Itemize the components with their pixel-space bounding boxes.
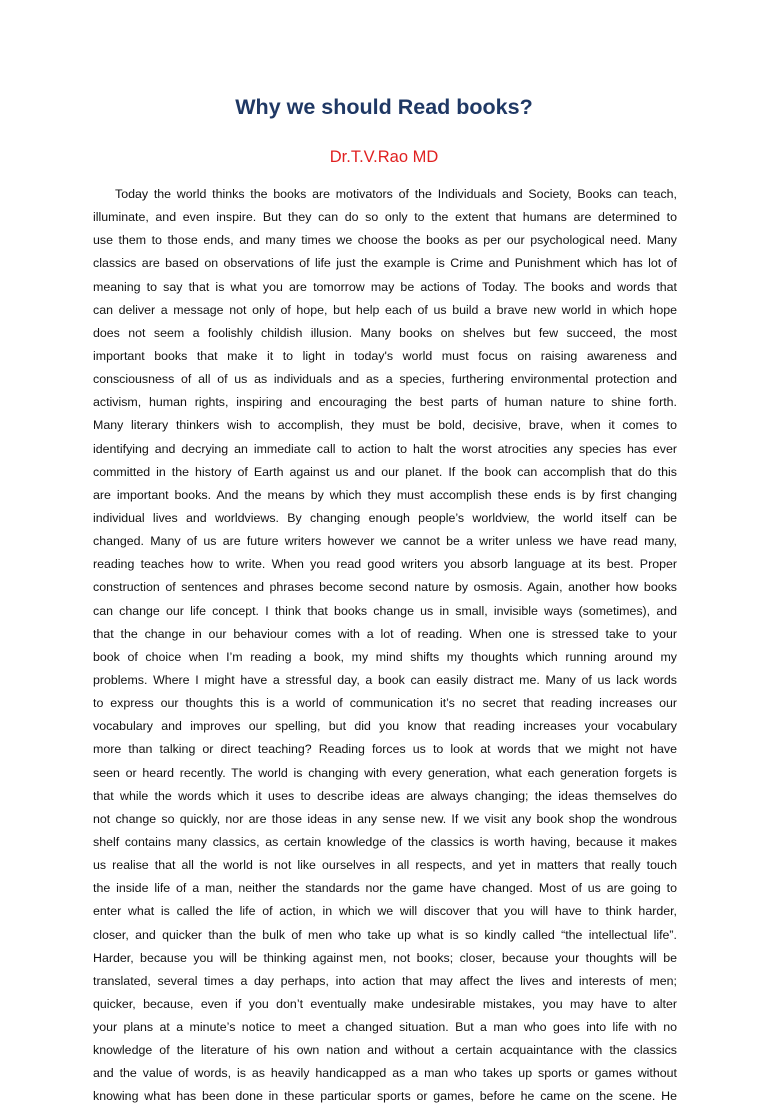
paragraph-line: problems. Where I might have a stressful day, a book can easily distract me. Many of us lack words [93,672,677,687]
paragraph-line: and the value of words, is as heavily handicapped as a man who takes up sports or games without [93,1066,677,1081]
paragraph-line: Today the world thinks the books are motivators of the Individuals and Society, Books can teach, [115,187,677,201]
paragraph-line: construction of sentences and phrases become second nature by osmosis. Again, another how books [93,580,677,595]
paragraph-line: changed. Many of us are future writers however we cannot be a writer unless we have read many, [93,534,677,549]
paragraph-line: your plans at a minute’s notice to meet a changed situation. But a man who goes into life with no [93,1020,677,1035]
paragraph-line: knowing what has been done in these particular sports or games, before he came on the scene. He [93,1089,677,1104]
paragraph-line: the inside life of a man, neither the standards nor the game have changed. Most of us are going to [93,881,677,896]
paragraph-line: book of choice when I’m reading a book, my mind shifts my thoughts which running around my [93,649,677,664]
paragraph-line: classics are based on observations of life just the example is Crime and Punishment which has lot of [93,256,677,271]
paragraph-line: can change our life concept. I think that books change us in small, invisible ways (sometimes), and [93,603,677,618]
paragraph-line: consciousness of all of us as individuals and as a species, furthering environmental protection and [93,372,677,387]
paragraph-line: not change so quickly, nor are those ideas in any sense new. If we visit any book shop the wondrous [93,811,677,826]
paragraph-line: meaning to say that is what you are tomorrow may be actions of Today. The books and words that [93,279,677,294]
document-title: Why we should Read books? [235,95,533,119]
paragraph-line: more than talking or direct teaching? Reading forces us to look at words that we might not have [93,742,677,757]
author-name: Dr.T.V.Rao MD [329,148,439,166]
paragraph-line: reading teaches how to write. When you read good writers you absorb language at its best. Proper [93,557,677,572]
body-paragraph [93,183,677,1109]
paragraph-line: to express our thoughts this is a world of communication it’s no secret that reading increases our [93,696,677,711]
paragraph-line: individual lives and worldviews. By changing enough people’s worldview, the world itself can be [93,510,677,525]
paragraph-line: are important books. And the means by which they must accomplish these ends is by first changing [93,487,677,502]
paragraph-line: Harder, because you will be thinking against men, not books; closer, because your thoughts will be [93,950,677,965]
paragraph-line: seen or heard recently. The world is changing with every generation, what each generation forgets is [93,765,677,780]
paragraph-line: use them to those ends, and many times we choose the books as per our psychological need. Many [93,233,677,248]
paragraph-line: knowledge of the literature of his own nation and without a certain acquaintance with the classics [93,1043,677,1058]
paragraph-line: committed in the history of Earth against us and our planet. If the book can accomplish that do this [93,464,677,479]
paragraph-line: that while the words which it uses to describe ideas are always changing; the ideas themselves do [93,788,677,803]
paragraph-line: closer, and quicker than the bulk of men who take up what is so kindly called “the intellectual life”. [93,927,677,942]
paragraph-line: can deliver a message not only of hope, but help each of us build a brave new world in which hope [93,302,677,317]
paragraph-line: us realise that all the world is not like ourselves in all respects, and yet in matters that really touch [93,858,677,873]
paragraph-line: shelf contains many classics, as certain knowledge of the classics is worth having, because it makes [93,834,677,849]
paragraph-line: activism, human rights, inspiring and encouraging the best parts of human nature to shine forth. [93,395,677,410]
paragraph-line: translated, several times a day perhaps, into action that may affect the lives and interests of men; [93,973,677,988]
paragraph-line: that the change in our behaviour comes with a lot of reading. When one is stressed take to your [93,626,677,641]
paragraph-line: identifying and decrying an immediate call to action to halt the worst atrocities any species has ever [93,441,677,456]
paragraph-line: does not seem a foolishly childish illusion. Many books on shelves but few succeed, the most [93,325,677,340]
paragraph-line: illuminate, and even inspire. But they can do so only to the extent that humans are determined to [93,210,677,225]
paragraph-line: important books that make it to light in today's world must focus on raising awareness and [93,348,677,363]
paragraph-line: enter what is called the life of action, in which we will discover that you will have to think harder, [93,904,677,919]
paragraph-line: quicker, because, even if you don’t eventually make undesirable mistakes, you may have to alter [93,996,677,1011]
paragraph-line: Many literary thinkers wish to accomplish, they must be bold, decisive, brave, when it comes to [93,418,677,433]
paragraph-line: vocabulary and improves our spelling, but did you know that reading increases your vocabulary [93,719,677,734]
